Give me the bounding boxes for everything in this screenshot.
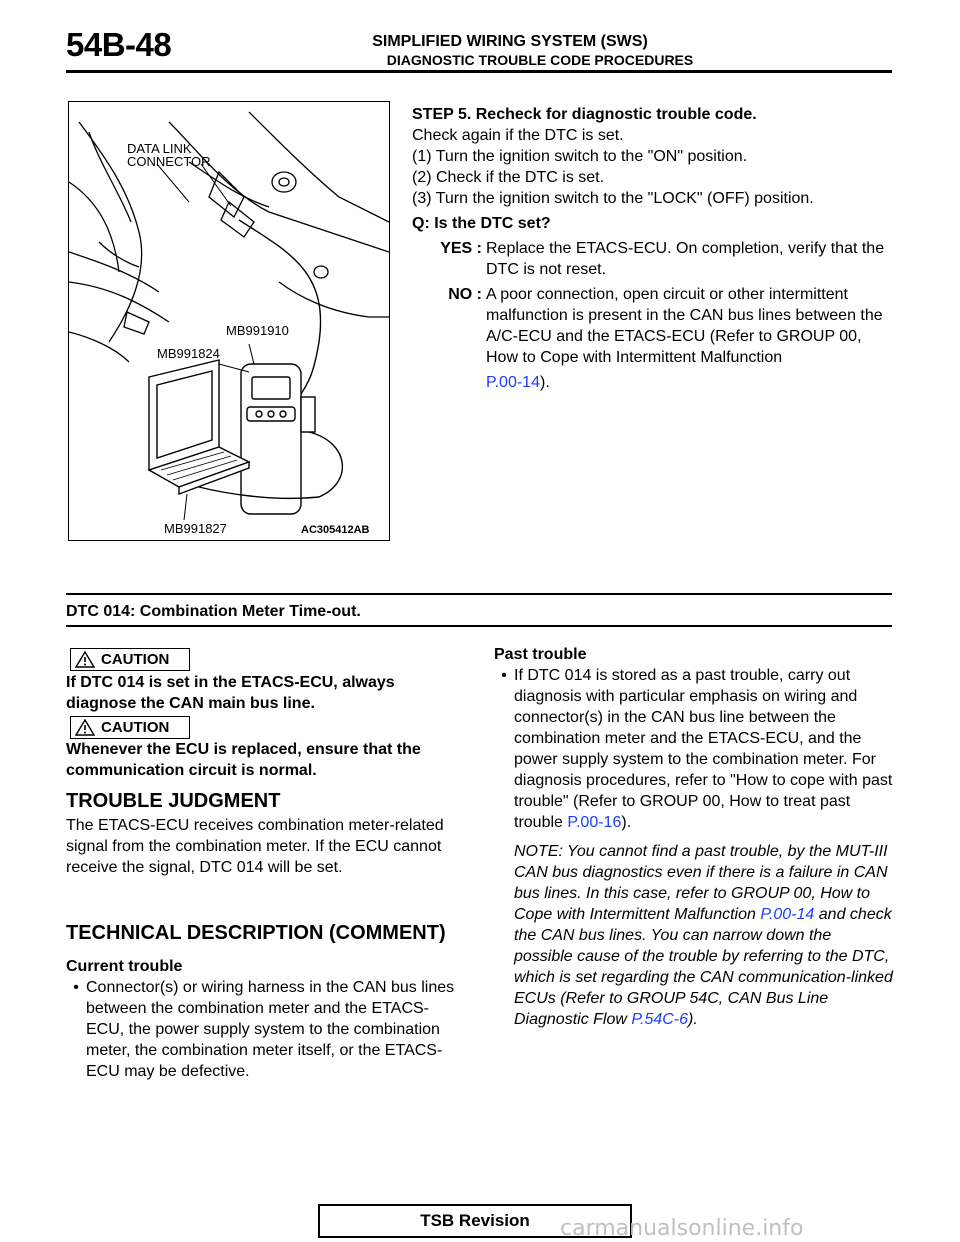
page-number: 54B-48 — [66, 26, 172, 63]
answer-yes — [412, 238, 892, 280]
current-trouble-block — [66, 956, 466, 1082]
past-trouble-heading: Past trouble — [494, 646, 587, 663]
page-link[interactable]: P.00-14 — [760, 906, 815, 923]
section-subtitle: DIAGNOSTIC TROUBLE CODE PROCEDURES — [386, 52, 694, 68]
answer-body: A poor connection, open circuit or other intermittent malfunction is present in the CAN bus lines between the A/C-ECU and the ETACS-ECU (Refer to GROUP 00, How to Cope with Intermittent Malfunction — [486, 286, 883, 366]
dtc-title: DTC 014: Combination Meter Time-out. — [66, 603, 361, 620]
caution-text: CAUTION — [101, 651, 170, 668]
figure-label-connector-2: CONNECTOR — [127, 154, 211, 169]
past-trouble-body: If DTC 014 is stored as a past trouble, carry out diagnosis with particular emphasis on wiring and connector(s) in the CAN bus line between the combination meter and the ETACS-ECU, and the power supply system to the combination meter. For diagnosis procedures, refer to "How to cope with past trouble" (Refer to GROUP 00, How to treat past trouble — [514, 667, 893, 831]
answer-text — [486, 284, 892, 393]
diagnostic-tool-illustration — [69, 102, 389, 540]
page-link[interactable]: P.54C-6 — [631, 1011, 689, 1028]
step-line: (1) Turn the ignition switch to the "ON" position. — [412, 148, 748, 165]
warning-icon — [75, 719, 95, 736]
section-title: SIMPLIFIED WIRING SYSTEM (SWS) — [372, 33, 648, 50]
bullet-icon: • — [73, 979, 79, 996]
note-body: NOTE: You cannot find a past trouble, by the MUT-III CAN bus diagnostics even if there is a failure in CAN bus lines. In this case, refer to GROUP 00, How to Cope with Intermittent Malfunction — [514, 843, 888, 923]
step-5-block — [412, 104, 892, 393]
figure-label-mb991824: MB991824 — [157, 346, 220, 361]
figure-label-mb991827: MB991827 — [164, 521, 227, 536]
step-question: Q: Is the DTC set? — [412, 215, 551, 232]
connection-figure — [68, 101, 390, 541]
header-rule — [66, 70, 892, 73]
technical-description-heading: TECHNICAL DESCRIPTION (COMMENT) — [66, 922, 446, 944]
trouble-judgment-heading: TROUBLE JUDGMENT — [66, 790, 281, 812]
answer-key: YES : — [440, 240, 482, 257]
warning-icon — [75, 651, 95, 668]
step-line: Check again if the DTC is set. — [412, 127, 624, 144]
tsb-revision-box: TSB Revision — [318, 1204, 632, 1238]
caution-text: CAUTION — [101, 719, 170, 736]
page-link[interactable]: P.00-16 — [567, 814, 622, 831]
step-line: (3) Turn the ignition switch to the "LOCK" (OFF) position. — [412, 190, 814, 207]
bullet-icon: • — [501, 667, 507, 684]
watermark: carmanualsonline.info — [560, 1216, 804, 1241]
note-end: ). — [688, 1011, 698, 1028]
past-trouble-text — [514, 665, 894, 833]
figure-label-mb991910: MB991910 — [226, 323, 289, 338]
current-trouble-text: Connector(s) or wiring harness in the CAN bus lines between the combination meter and the ETACS-ECU, the power supply system to the combination meter, the combination meter itself, or the ETACS-ECU may be defective. — [86, 979, 455, 1080]
caution-label — [70, 648, 190, 671]
past-trouble-end: ). — [621, 814, 632, 831]
note-body: and check the CAN bus lines. You can narrow down the possible cause of the trouble by referring to the DTC, which is set regarding the CAN communication-linked ECUs (Refer to GROUP 54C, CAN Bus Line Diagnostic Flow — [514, 906, 893, 1028]
divider-bottom — [66, 625, 892, 627]
answer-end: ). — [539, 374, 550, 391]
list-item — [494, 665, 894, 833]
past-trouble-block — [494, 644, 894, 1030]
page-link[interactable]: P.00-14 — [486, 374, 540, 391]
list-item — [66, 977, 466, 1082]
step-heading: STEP 5. Recheck for diagnostic trouble code. — [412, 106, 757, 123]
note-text — [514, 841, 894, 1030]
answer-key: NO : — [448, 286, 482, 303]
answer-no — [412, 284, 892, 393]
caution-2-text: Whenever the ECU is replaced, ensure that the communication circuit is normal. — [66, 741, 421, 779]
caution-label — [70, 716, 190, 739]
answer-text: Replace the ETACS-ECU. On completion, verify that the DTC is not reset. — [486, 240, 885, 278]
figure-label-connector-1: DATA LINK — [127, 141, 192, 156]
caution-1-text: If DTC 014 is set in the ETACS-ECU, always diagnose the CAN main bus line. — [66, 674, 395, 712]
divider-top — [66, 593, 892, 595]
current-trouble-heading: Current trouble — [66, 958, 183, 975]
figure-code: AC305412AB — [301, 524, 370, 536]
trouble-judgment-text: The ETACS-ECU receives combination meter-related signal from the combination meter. If the ECU cannot receive the signal, DTC 014 will be set. — [66, 817, 444, 876]
step-line: (2) Check if the DTC is set. — [412, 169, 605, 186]
